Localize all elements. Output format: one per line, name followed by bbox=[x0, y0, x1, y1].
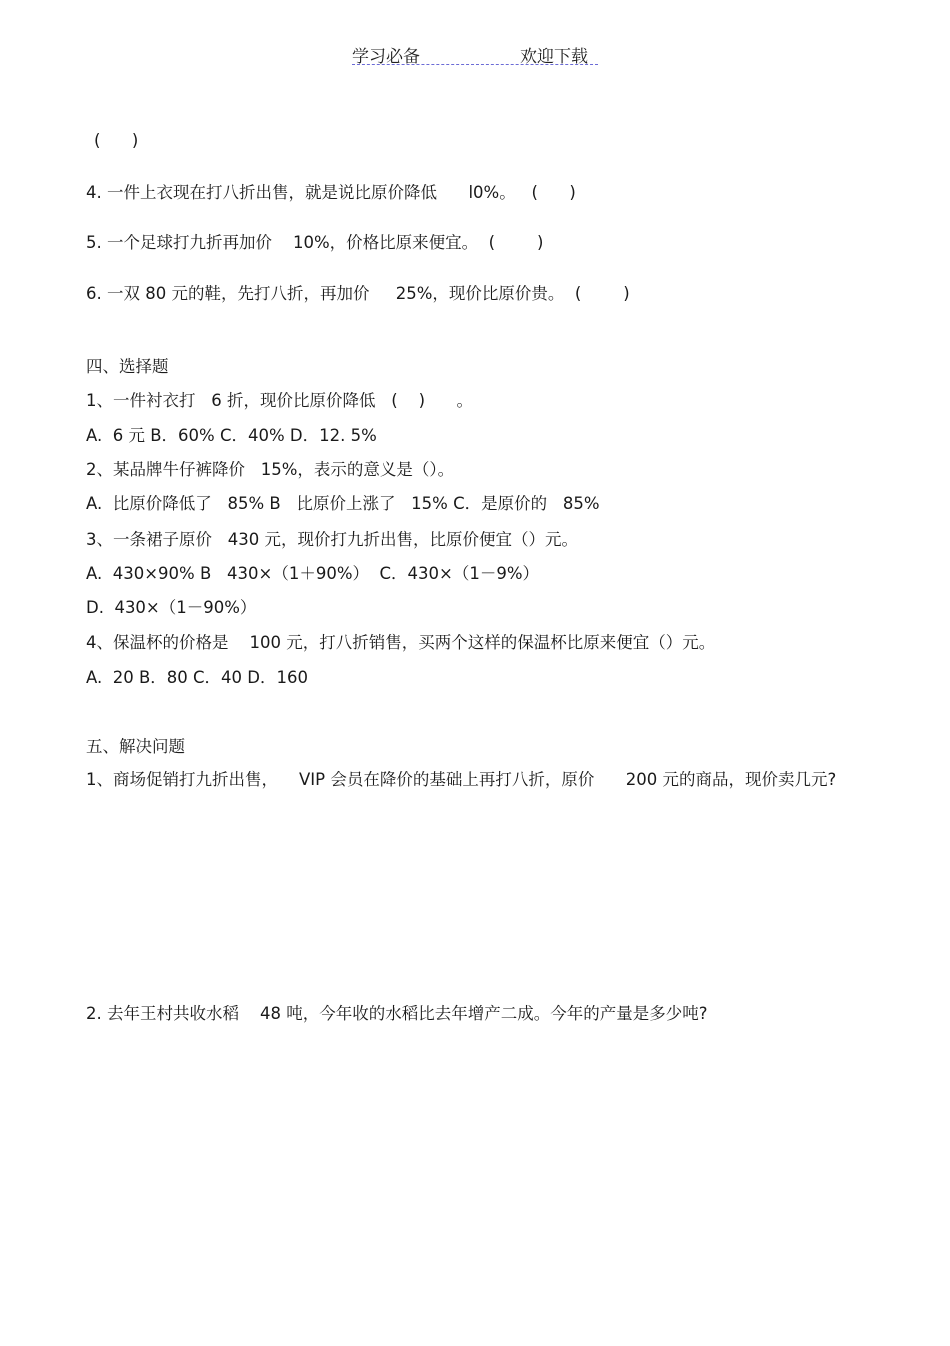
solve-question-1: 1、商场促销打九折出售， VIP 会员在降价的基础上再打八折，原价 200 元的商品，现价卖几元? bbox=[86, 770, 837, 789]
section-title-choice: 四、选择题 bbox=[86, 357, 169, 376]
question-item: 5. 一个足球打九折再加价 10%，价格比原来便宜。 ( ) bbox=[86, 233, 544, 252]
choice-line: 3、一条裙子原价 430 元，现价打九折出售，比原价便宜（）元。 bbox=[86, 530, 578, 549]
choice-line: A. 6 元 B．60% C．40% D．12. 5% bbox=[86, 426, 377, 445]
answer-bracket: ( ) bbox=[94, 131, 139, 150]
question-item: 6. 一双 80 元的鞋，先打八折，再加价 25%，现价比原价贵。 ( ) bbox=[86, 284, 630, 303]
choice-line: 1、一件衬衣打 6 折，现价比原价降低 ( ) 。 bbox=[86, 391, 474, 410]
choice-line: A. 20 B．80 C．40 D．160 bbox=[86, 668, 308, 687]
choice-line: A. 430×90% B 430×（1＋90%） C．430×（1－9%） bbox=[86, 564, 540, 583]
header-right-text: 欢迎下载 bbox=[520, 47, 588, 67]
choice-line: 4、保温杯的价格是 100 元，打八折销售，买两个这样的保温杯比原来便宜（）元。 bbox=[86, 633, 716, 652]
question-item: 4. 一件上衣现在打八折出售，就是说比原价降低 l0%。 ( ) bbox=[86, 183, 576, 202]
solve-question-2: 2. 去年王村共收水稻 48 吨，今年收的水稻比去年增产二成。今年的产量是多少吨? bbox=[86, 1004, 708, 1023]
choice-line: D. 430×（1－90%） bbox=[86, 598, 257, 617]
section-title-solve: 五、解决问题 bbox=[86, 737, 185, 756]
page-header bbox=[352, 40, 598, 65]
choice-line: A. 比原价降低了 85% B 比原价上涨了 15% C．是原价的 85% bbox=[86, 494, 600, 513]
choice-line: 2、某品牌牛仔裤降价 15%，表示的意义是（）。 bbox=[86, 460, 455, 479]
header-left-text: 学习必备 bbox=[352, 47, 420, 67]
